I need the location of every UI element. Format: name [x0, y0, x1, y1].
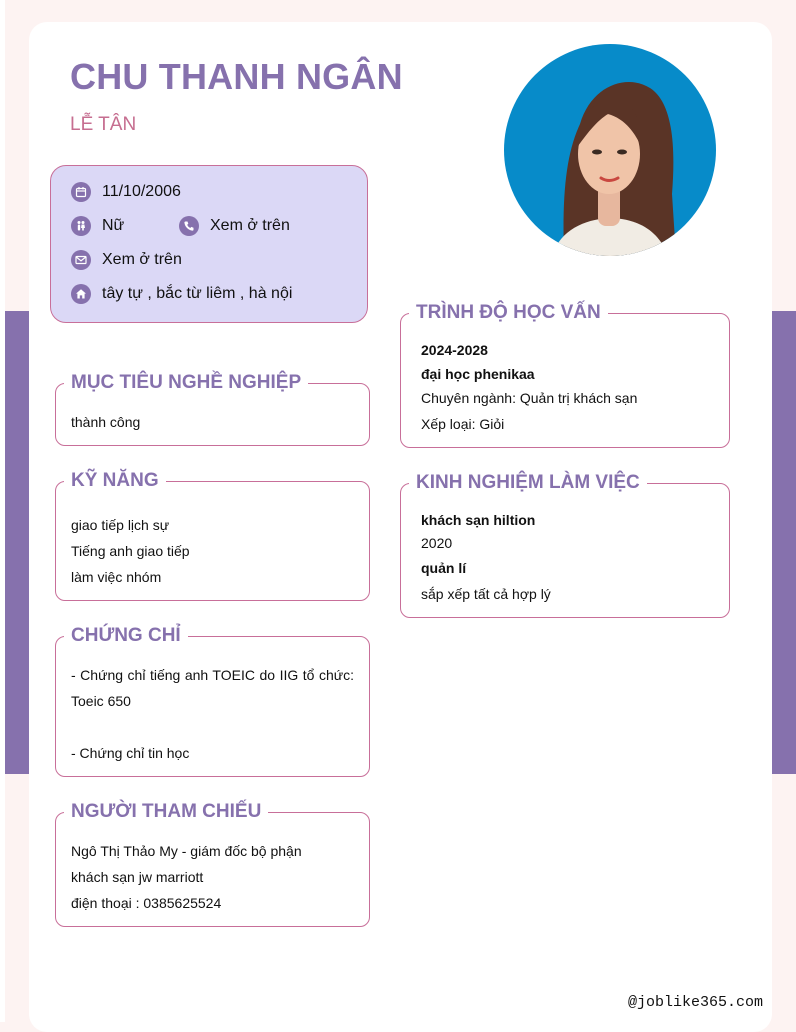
certificate-item: - Chứng chỉ tiếng anh TOEIC do IIG tổ chức: Toeic 650: [71, 667, 354, 709]
birthdate-row: [71, 182, 181, 202]
skills-section: [55, 470, 370, 601]
career-objective-section: [55, 372, 370, 446]
home-icon: [71, 284, 91, 304]
skill-item: giao tiếp lịch sự: [71, 517, 170, 533]
work-experience-section: [400, 472, 730, 618]
skill-item: làm việc nhóm: [71, 569, 162, 585]
reference-line: khách sạn jw marriott: [71, 869, 204, 885]
phone-row: [179, 216, 290, 236]
website-watermark: @joblike365.com: [627, 994, 763, 1011]
left-accent-band: [5, 311, 31, 774]
certificates-title: CHỨNG CHỈ: [64, 623, 188, 649]
contact-info-card: [50, 165, 368, 323]
experience-company: khách sạn hiltion: [421, 512, 536, 528]
phone-value: Xem ở trên: [210, 217, 290, 234]
references-title: NGƯỜI THAM CHIẾU: [64, 799, 268, 825]
experience-description: sắp xếp tất cả hợp lý: [421, 586, 551, 602]
career-objective-title: MỤC TIÊU NGHỀ NGHIỆP: [64, 370, 308, 396]
reference-line: điện thoại : 0385625524: [71, 895, 222, 911]
education-section: [400, 302, 730, 448]
work-experience-title: KINH NGHIỆM LÀM VIỆC: [409, 470, 647, 496]
skill-item: Tiếng anh giao tiếp: [71, 543, 190, 559]
email-row: [71, 250, 182, 270]
references-section: [55, 801, 370, 927]
education-grade: Xếp loại: Giỏi: [421, 416, 505, 432]
candidate-name: CHU THANH NGÂN: [70, 56, 403, 97]
education-school: đại học phenikaa: [421, 366, 535, 382]
education-period: 2024-2028: [421, 342, 488, 358]
skills-title: KỸ NĂNG: [64, 468, 166, 494]
certificates-section: [55, 625, 370, 777]
certificate-item: - Chứng chỉ tin học: [71, 745, 190, 761]
email-value: Xem ở trên: [102, 251, 182, 268]
job-title: LỄ TÂN: [70, 114, 137, 135]
education-title: TRÌNH ĐỘ HỌC VẤN: [409, 300, 608, 326]
education-major: Chuyên ngành: Quản trị khách sạn: [421, 390, 638, 406]
gender-value: Nữ: [102, 217, 125, 234]
calendar-icon: [71, 182, 91, 202]
reference-line: Ngô Thị Thảo My - giám đốc bộ phận: [71, 843, 302, 859]
address-row: [71, 284, 292, 304]
gender-row: [71, 216, 124, 236]
experience-year: 2020: [421, 535, 453, 551]
portrait-illustration: [504, 44, 716, 256]
phone-icon: [179, 216, 199, 236]
right-accent-band: [772, 311, 796, 774]
profile-photo: [504, 44, 716, 256]
birthdate-value: 11/10/2006: [102, 183, 181, 200]
gender-icon: [71, 216, 91, 236]
email-icon: [71, 250, 91, 270]
career-objective-text: thành công: [71, 414, 141, 430]
address-value: tây tự , bắc từ liêm , hà nội: [102, 285, 293, 302]
experience-position: quản lí: [421, 560, 467, 576]
